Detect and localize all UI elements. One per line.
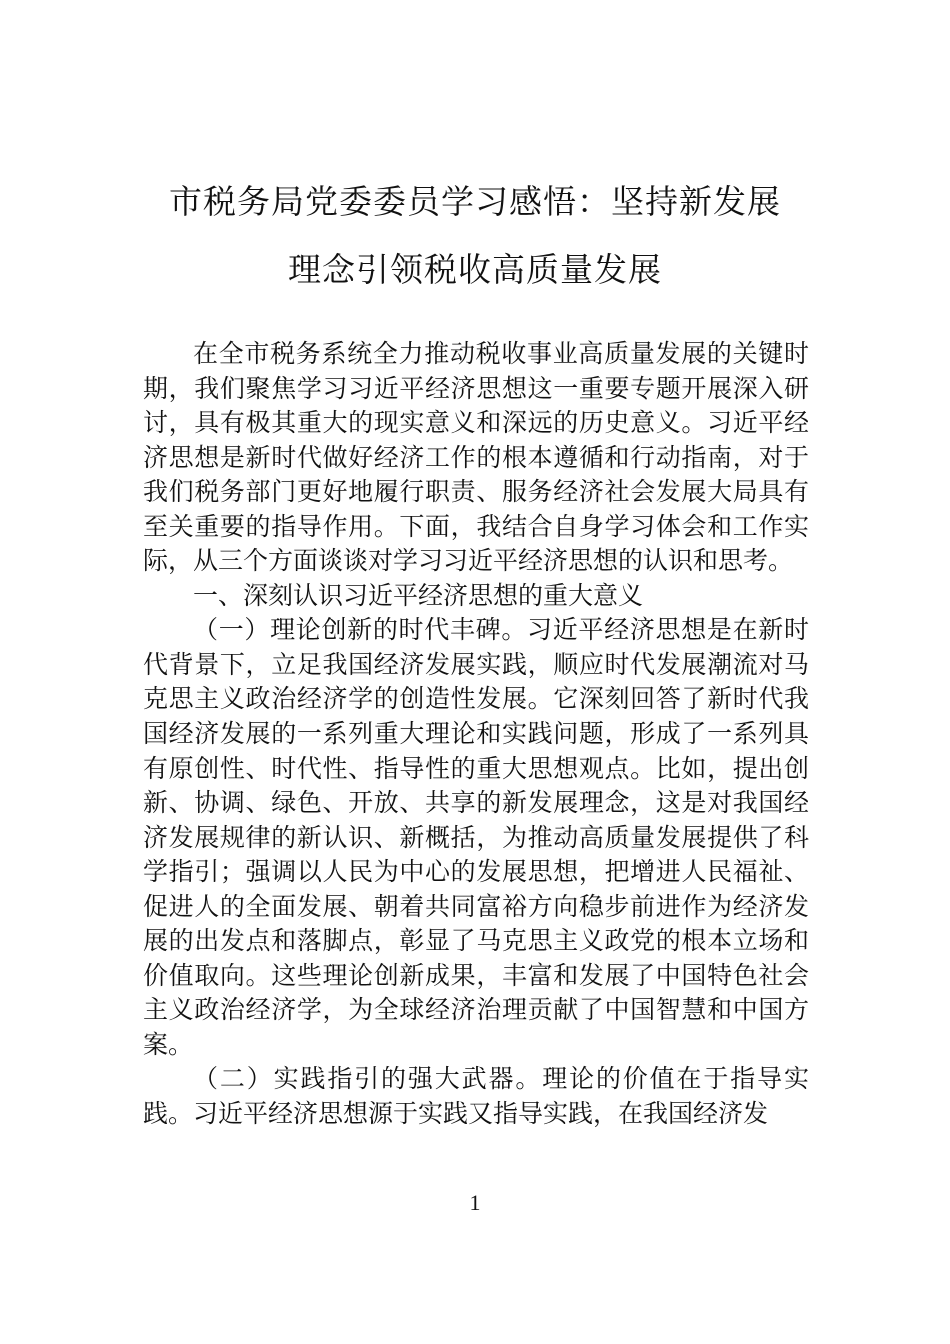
subsection-paragraph-2: （二）实践指引的强大武器。理论的价值在于指导实践。习近平经济思想源于实践又指导实践，在我国经济发	[143, 1064, 809, 1129]
section-heading: 一、深刻认识习近平经济思想的重大意义	[193, 580, 644, 610]
document-title-line-2: 理念引领税收高质量发展	[288, 250, 662, 289]
document-title-line-1: 市税务局党委委员学习感悟：坚持新发展	[169, 182, 781, 221]
document-body	[143, 337, 809, 1132]
page-number: 1	[469, 1190, 481, 1215]
intro-paragraph: 在全市税务系统全力推动税收事业高质量发展的关键时期，我们聚焦学习习近平经济思想这一重要专题开展深入研讨，具有极其重大的现实意义和深远的历史意义。习近平经济思想是新时代做好经济工作的根本遵循和行动指南，对于我们税务部门更好地履行职责、服务经济社会发展大局具有至关重要的指导作用。下面，我结合自身学习体会和工作实际，从三个方面谈谈对学习习近平经济思想的认识和思考。	[143, 339, 809, 576]
subsection-paragraph-1: （一）理论创新的时代丰碑。习近平经济思想是在新时代背景下，立足我国经济发展实践，顺应时代发展潮流对马克思主义政治经济学的创造性发展。它深刻回答了新时代我国经济发展的一系列重大理论和实践问题，形成了一系列具有原创性、时代性、指导性的重大思想观点。比如，提出创新、协调、绿色、开放、共享的新发展理念，这是对我国经济发展规律的新认识、新概括，为推动高质量发展提供了科学指引；强调以人民为中心的发展思想，把增进人民福祉、促进人的全面发展、朝着共同富裕方向稳步前进作为经济发展的出发点和落脚点，彰显了马克思主义政党的根本立场和价值取向。这些理论创新成果，丰富和发展了中国特色社会主义政治经济学，为全球经济治理贡献了中国智慧和中国方案。	[143, 615, 809, 1059]
